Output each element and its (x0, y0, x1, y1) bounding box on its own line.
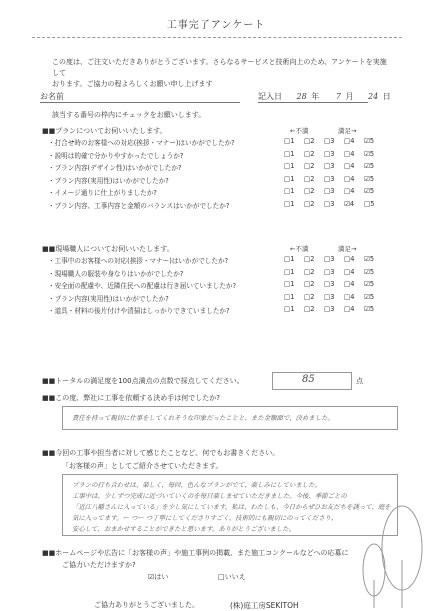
voice-question: ■■今回の工事や担当者に対して感じたことなど、何でもお書きください。 (42, 449, 280, 457)
plan-question-row (48, 137, 408, 147)
plan-rating-option-4[interactable]: ☑4 (344, 199, 355, 208)
homepage-question-2: ご協力いただけますか? (62, 561, 136, 569)
scale-low-label-2: ←不満 (290, 245, 309, 253)
date-year: 28 (296, 92, 307, 101)
plan-question-text: ・説明は的確で分かりやすかったでしょうか? (48, 151, 184, 160)
plan-rating-option-2[interactable]: □2 (304, 137, 315, 145)
tree-illustration (350, 500, 432, 610)
site-section-heading: ■■現場職人についてお伺いいたします。 (42, 245, 174, 253)
site-question-text: ・現場職人の服装や身なりはいかがでしたか? (48, 269, 184, 278)
date-month-unit: 月 (345, 92, 354, 101)
site-question-text: ・工事中のお客様への対応(挨拶・マナー)はいかがでしたか? (48, 257, 229, 265)
site-question-text: ・安全面の配慮や、近隣住民への配慮は行き届いていましたか? (48, 282, 236, 290)
site-rating-option-2[interactable]: □2 (304, 255, 315, 263)
date-label: 記入日 (258, 92, 282, 101)
company-name: (株)庭工房SEKITOH (230, 601, 299, 610)
voice-answer (72, 480, 392, 535)
site-rating-option-4[interactable]: □4 (344, 255, 355, 263)
intro-line-1: この度は、ご注文いただきありがとうございます。さらなるサービスと技術向上のため、アンケートを実施して (52, 58, 387, 77)
plan-rating-option-4[interactable]: □4 (344, 162, 355, 170)
homepage-question: ■■ホームページや広告に「お客様の声」や施工事例の掲載、また施工コンクールなどへの応募に (42, 549, 349, 557)
plan-question-text: ・打合せ時のお客様への対応(挨拶・マナー)はいかがでしたか? (48, 139, 235, 147)
plan-rating-option-3[interactable]: □3 (324, 199, 335, 208)
date-month: 7 (335, 92, 341, 101)
plan-rating-option-4[interactable]: □4 (344, 149, 355, 158)
plan-rating-option-5[interactable]: ☑5 (364, 149, 375, 158)
site-rating-option-1[interactable]: □1 (284, 280, 295, 288)
voice-note: 「お客様の声」としてご紹介させていただきます。 (62, 462, 223, 470)
voice-line: 気に入ってます。ー つー つ丁寧にしてくださりすごく、技術的にも親切にのってくださり、 (72, 514, 338, 522)
plan-rating-option-2[interactable]: □2 (304, 187, 315, 195)
site-question-row (48, 268, 408, 278)
site-question-row (48, 293, 408, 303)
plan-question-row (48, 150, 408, 160)
scale-high-label: 満足→ (338, 127, 357, 135)
scale-low-label: ←不満 (290, 127, 309, 135)
voice-line: 工事中は、少しずつ完成に近づいていくのを毎日楽しませていただきました。今後、季節ごとの (72, 492, 347, 500)
plan-question-text: ・プラン内容(実用性)はいかがでしたか? (48, 176, 169, 185)
site-rating-option-5[interactable]: ☑5 (364, 255, 375, 263)
yes-label: はい (154, 573, 169, 581)
site-rating-option-4[interactable]: □4 (344, 292, 355, 301)
plan-rating-option-1[interactable]: □1 (284, 174, 295, 183)
site-rating-option-5[interactable]: ☑5 (364, 305, 375, 313)
plan-rating-option-1[interactable]: □1 (284, 187, 295, 195)
site-rating-option-4[interactable]: □4 (344, 267, 355, 276)
site-rating-option-2[interactable]: □2 (304, 305, 315, 313)
plan-rating-option-3[interactable]: □3 (324, 149, 335, 158)
plan-question-row (48, 200, 408, 210)
plan-rating-option-1[interactable]: □1 (284, 149, 295, 158)
plan-rating-option-2[interactable]: □2 (304, 149, 315, 158)
yes-option[interactable] (148, 572, 168, 582)
plan-question-text: ・イメージ通りに仕上がりましたか? (48, 189, 157, 197)
site-rating-option-2[interactable]: □2 (304, 267, 315, 276)
name-field[interactable] (40, 102, 240, 103)
site-rating-option-5[interactable]: ☑5 (364, 280, 375, 288)
date-year-unit: 年 (311, 92, 320, 101)
site-question-row (48, 280, 408, 290)
site-rating-option-2[interactable]: □2 (304, 280, 315, 288)
plan-rating-option-4[interactable]: □4 (344, 137, 355, 145)
site-rating-option-2[interactable]: □2 (304, 292, 315, 301)
site-rating-option-1[interactable]: □1 (284, 267, 295, 276)
plan-question-text: ・プラン内容(デザイン性)はいかがでしたか? (48, 164, 182, 172)
voice-line: 安心して、おまかせすることができたと思います。ありがとうございました。 (72, 525, 296, 533)
site-rating-option-5[interactable]: ☑5 (364, 267, 375, 276)
plan-rating-option-3[interactable]: □3 (324, 187, 335, 195)
no-checkbox[interactable]: □ (218, 573, 225, 581)
plan-question-row (48, 187, 408, 197)
plan-rating-option-4[interactable]: □4 (344, 187, 355, 195)
plan-rating-option-4[interactable]: □4 (344, 174, 355, 183)
date-underline (258, 102, 368, 103)
plan-rating-option-2[interactable]: □2 (304, 162, 315, 170)
plan-rating-option-3[interactable]: □3 (324, 174, 335, 183)
plan-rating-option-5[interactable]: ☑5 (364, 162, 375, 170)
plan-rating-option-5[interactable]: □5 (364, 199, 375, 208)
voice-line: プランの打ち合わせは、楽しく、毎回、色んなプランがでて、楽しみにしていました。 (72, 481, 321, 489)
plan-rating-option-5[interactable]: ☑5 (364, 187, 375, 195)
site-rating-option-3[interactable]: □3 (324, 255, 335, 263)
no-option[interactable] (218, 572, 246, 582)
site-rating-option-1[interactable]: □1 (284, 292, 295, 301)
decision-question: ■■この度、弊社に工事を依頼する決め手は何でしたか? (42, 394, 220, 402)
date-day: 24 (368, 92, 379, 101)
site-rating-option-1[interactable]: □1 (284, 255, 295, 263)
yes-checkbox[interactable]: ☑ (148, 573, 155, 581)
site-question-text: ・プラン内容(実用性)はいかがでしたか? (48, 294, 169, 303)
plan-question-row (48, 162, 408, 172)
total-score-value: 85 (302, 374, 315, 385)
decision-answer: 責任を持って親切に仕事をしてくれそうな印象だったことと、また金額面で、決めました。 (72, 414, 334, 422)
title-divider (32, 37, 402, 38)
site-rating-option-3[interactable]: □3 (324, 305, 335, 313)
site-question-text: ・道具・材料の後片付けや清掃はしっかりできていましたか? (48, 307, 230, 315)
site-question-row (48, 255, 408, 265)
plan-rating-option-5[interactable]: ☑5 (364, 174, 375, 183)
form-title: 工事完了アンケート (166, 20, 266, 31)
plan-rating-option-1[interactable]: □1 (284, 162, 295, 170)
plan-section-heading: ■■プランについてお伺いいたします。 (42, 127, 167, 135)
total-score-unit: 点 (356, 377, 363, 385)
date-field[interactable] (258, 91, 391, 102)
site-rating-option-3[interactable]: □3 (324, 280, 335, 288)
site-rating-option-4[interactable]: □4 (344, 280, 355, 288)
site-question-row (48, 305, 408, 315)
site-rating-option-3[interactable]: □3 (324, 292, 335, 301)
site-rating-option-1[interactable]: □1 (284, 305, 295, 313)
plan-question-row (48, 175, 408, 185)
site-rating-option-4[interactable]: □4 (344, 305, 355, 313)
plan-rating-option-3[interactable]: □3 (324, 162, 335, 170)
no-label: いいえ (224, 573, 246, 581)
plan-rating-option-5[interactable]: ☑5 (364, 137, 375, 145)
plan-rating-option-2[interactable]: □2 (304, 199, 315, 208)
plan-rating-option-2[interactable]: □2 (304, 174, 315, 183)
instruction: 該当する番号の枠内にチェックをお願いします。 (52, 111, 206, 119)
name-label: お名前 (40, 92, 64, 101)
plan-rating-option-3[interactable]: □3 (324, 137, 335, 145)
plan-question-text: ・プラン内容、工事内容と金額のバランスはいかがでしたか? (48, 201, 230, 210)
intro-line-2: おります。ご協力の程よろしくお願い申し上げます (52, 80, 213, 88)
plan-rating-option-1[interactable]: □1 (284, 199, 295, 208)
site-rating-option-3[interactable]: □3 (324, 267, 335, 276)
scale-high-label-2: 満足→ (338, 245, 357, 253)
voice-line: 「近江八幡さんに入っている」を少し気にしています。私は、わたしも、今日からぜひお友だちを誘って、庭を (72, 503, 391, 511)
site-rating-option-5[interactable]: ☑5 (364, 292, 375, 301)
thanks-text: ご協力ありがとうございました。 (94, 601, 199, 609)
intro-text (52, 57, 392, 90)
date-day-unit: 日 (382, 92, 391, 101)
total-question: ■■トータルの満足度を100点満点の点数で採点してください。 (42, 377, 244, 385)
plan-rating-option-1[interactable]: □1 (284, 137, 295, 145)
